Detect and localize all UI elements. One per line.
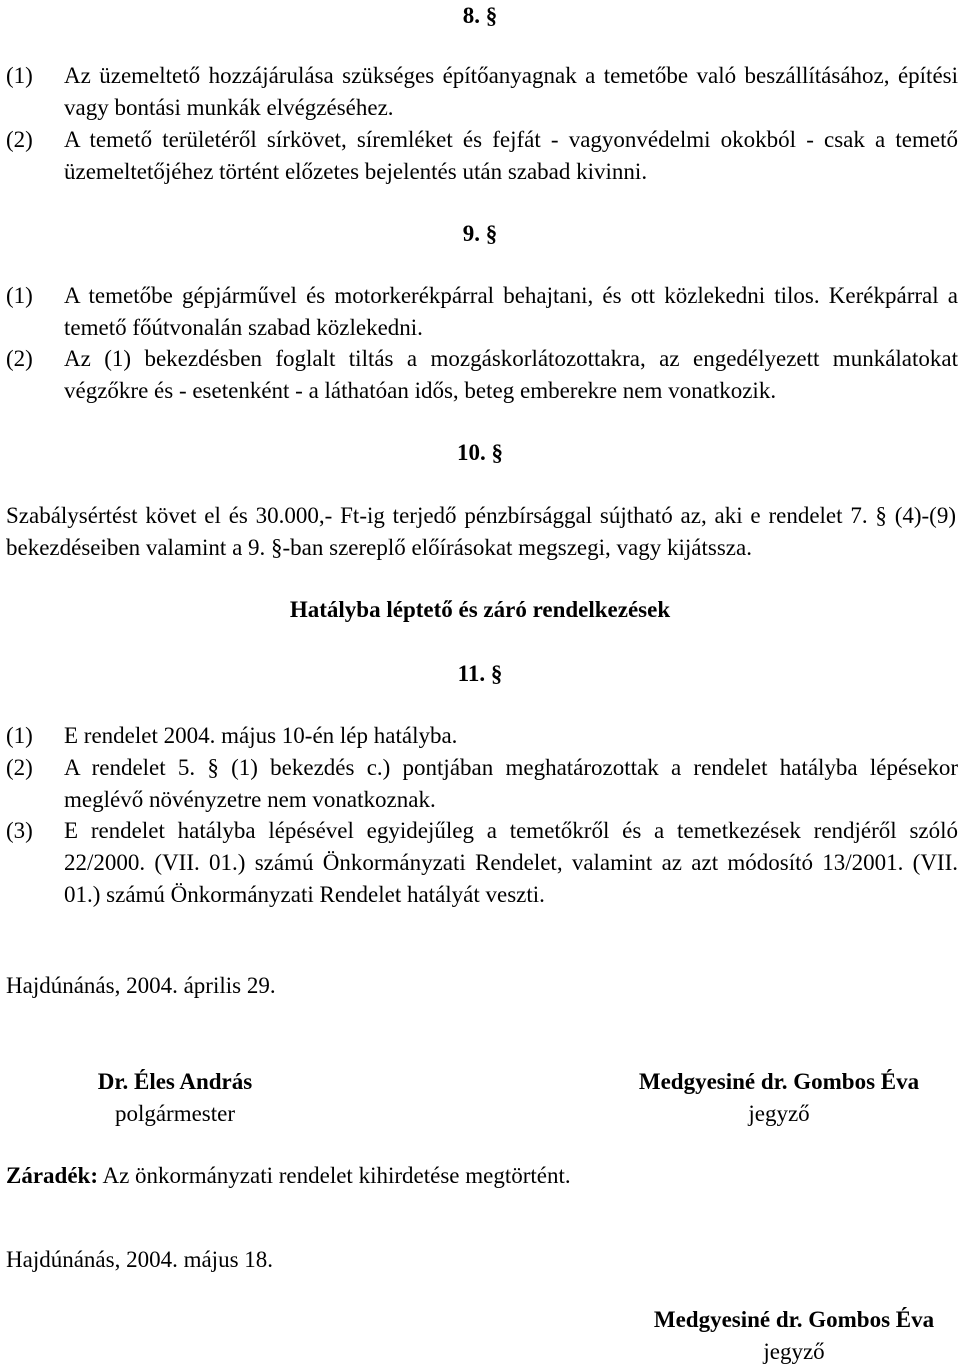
- clause-text: Az önkormányzati rendelet kihirdetése megtörtént.: [98, 1163, 571, 1188]
- paragraph-text: Az (1) bekezdésben foglalt tiltás a mozgáskorlátozottakra, az engedélyezett munkálatokat végzőkre és - esetenként - a láthatóan idős, beteg emberekre nem vonatkozik.: [64, 346, 958, 403]
- paragraph-text: E rendelet hatályba lépésével egyidejűleg a temetőkről és a temetkezések rendjéről szóló 22/2000. (VII. 01.) számú Önkormányzati Rendelet, valamint az azt módosító 13/2001. (VII. 01.) számú Önkormányzati Rendelet hatályát veszti.: [64, 818, 958, 907]
- section-11-paragraph-3: [6, 815, 958, 911]
- clause: [6, 1160, 571, 1192]
- closing-provisions-title: Hatályba léptető és záró rendelkezések: [289, 597, 671, 622]
- section-10-heading: 10. §: [457, 440, 503, 465]
- paragraph-number: (2): [6, 127, 33, 152]
- paragraph-number: (1): [6, 283, 33, 308]
- section-8-paragraph-2: [6, 124, 958, 188]
- paragraph-number: (1): [6, 63, 33, 88]
- signer-title: polgármester: [114, 1101, 236, 1126]
- paragraph-number: (3): [6, 818, 33, 843]
- section-11-paragraph-1: [6, 720, 958, 752]
- signer-name: Dr. Éles András: [97, 1069, 253, 1094]
- section-9-paragraph-2: [6, 343, 958, 407]
- place-date: Hajdúnánás, 2004. április 29.: [6, 973, 276, 998]
- paragraph-text: A rendelet 5. § (1) bekezdés c.) pontjában meghatározottak a rendelet hatályba lépésekor meglévő növényzetre nem vonatkoznak.: [64, 755, 958, 812]
- signer-name: Medgyesiné dr. Gombos Éva: [653, 1307, 935, 1332]
- final-signature: [630, 1304, 958, 1368]
- signer-title: jegyző: [748, 1101, 810, 1126]
- section-11-heading: 11. §: [457, 661, 503, 686]
- clause-label: Záradék:: [6, 1163, 98, 1188]
- section-9-heading: 9. §: [462, 221, 498, 246]
- paragraph-number: (2): [6, 346, 33, 371]
- paragraph-number: (2): [6, 755, 33, 780]
- paragraph-text: A temető területéről sírkövet, síremléket és fejfát - vagyonvédelmi okokból - csak a temető üzemeltetőjéhez történt előzetes bejelentés után szabad kivinni.: [64, 127, 958, 184]
- section-9-paragraph-1: [6, 280, 958, 344]
- paragraph-text: A temetőbe gépjárművel és motorkerékpárral behajtani, és ott közlekedni tilos. Kerékpárral a temető főútvonalán szabad közlekedni.: [64, 283, 958, 340]
- signature-left: [60, 1066, 290, 1130]
- section-11-paragraph-2: [6, 752, 958, 816]
- signer-name: Medgyesiné dr. Gombos Éva: [638, 1069, 920, 1094]
- signer-title: jegyző: [763, 1339, 825, 1364]
- clause-date: Hajdúnánás, 2004. május 18.: [6, 1247, 274, 1272]
- paragraph-text: Az üzemeltető hozzájárulása szükséges építőanyagnak a temetőbe való beszállításához, építési vagy bontási munkák elvégzéséhez.: [64, 63, 958, 120]
- paragraph-number: (1): [6, 723, 33, 748]
- section-8-paragraph-1: [6, 60, 958, 124]
- signature-right: [600, 1066, 958, 1130]
- section-8-heading: 8. §: [462, 3, 498, 28]
- paragraph-text: E rendelet 2004. május 10-én lép hatályba.: [64, 723, 458, 748]
- section-10-text: Szabálysértést követ el és 30.000,- Ft-ig terjedő pénzbírsággal sújtható az, aki e rendelet 7. § (4)-(9) bekezdéseiben valamint a 9. §-ban szereplő előírásokat megszegi, vagy kijátssza.: [6, 503, 956, 560]
